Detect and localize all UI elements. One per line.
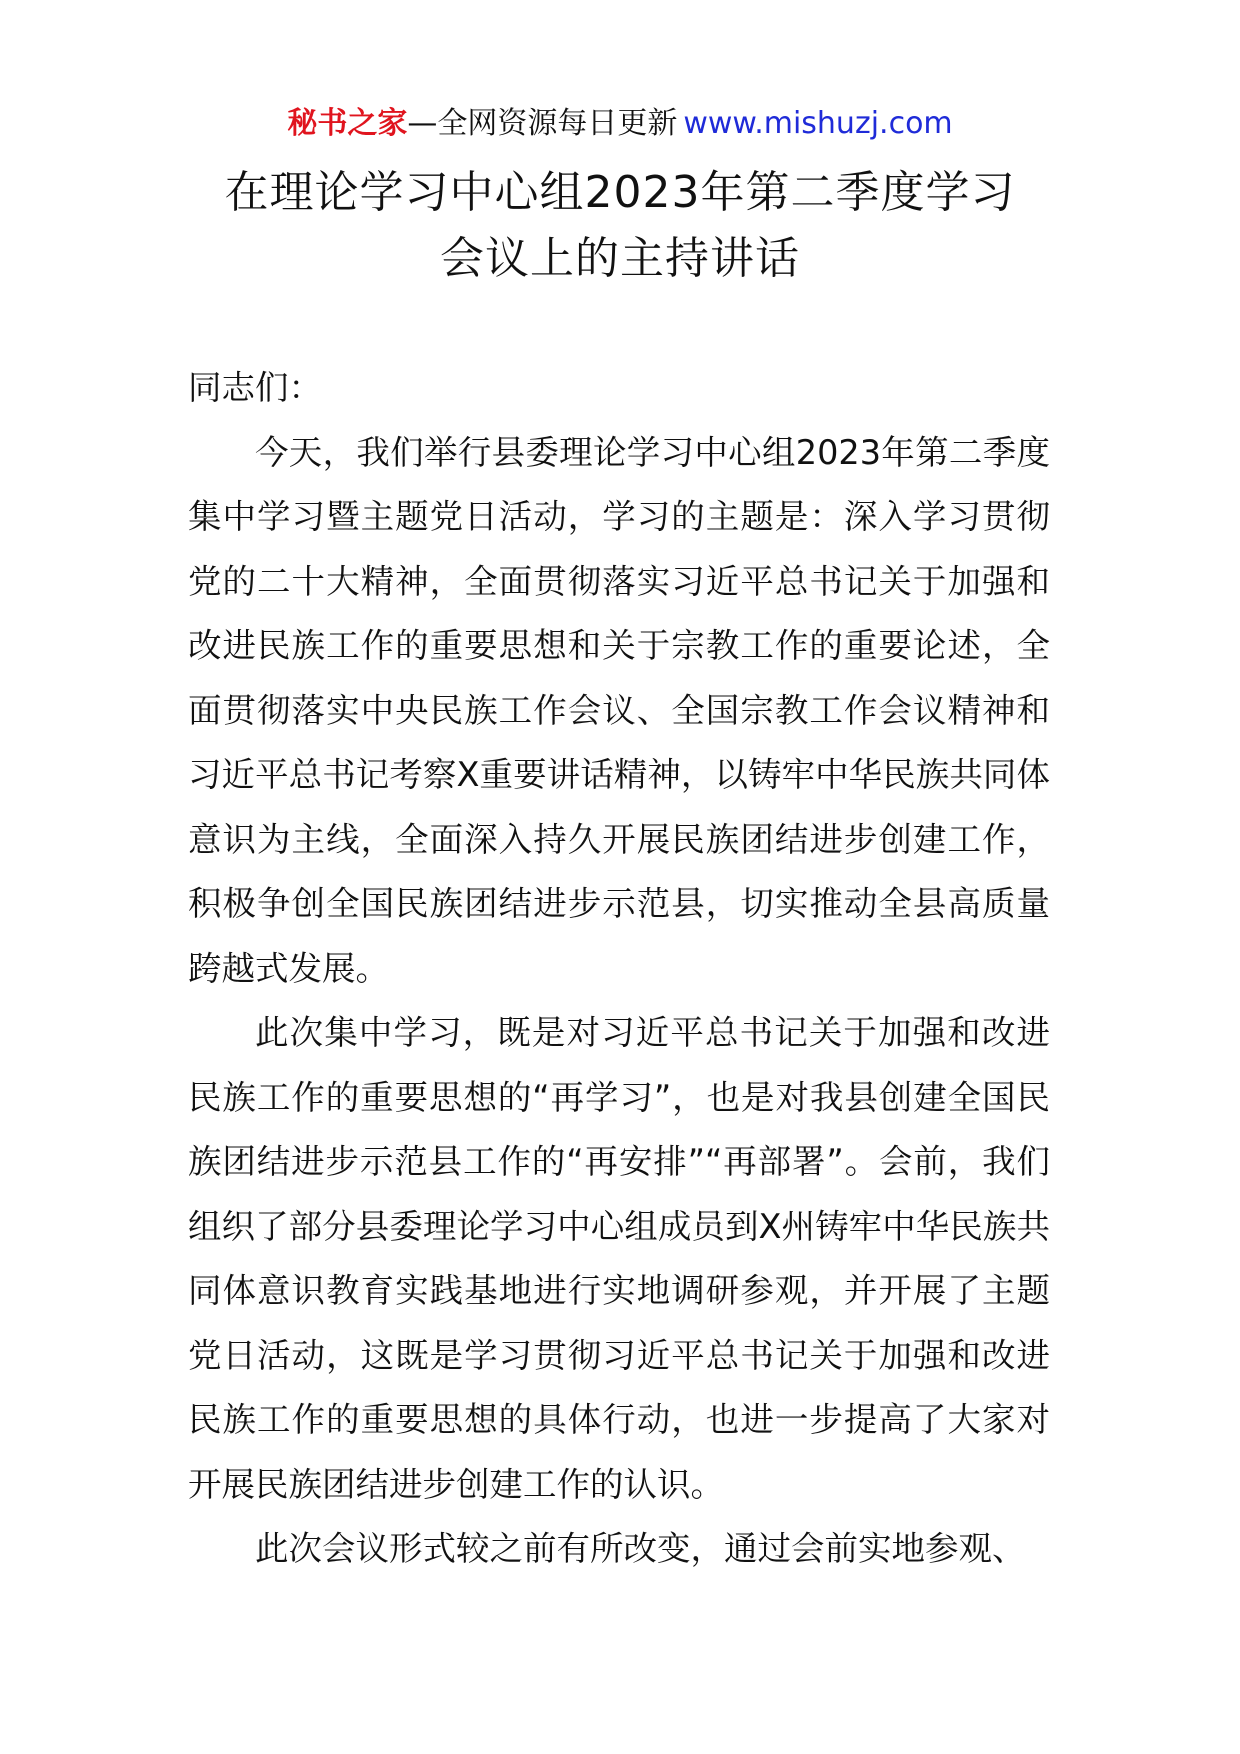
site-header [0,102,1240,146]
title-line-1: 在理论学习中心组2023年第二季度学习 [224,167,1016,218]
greeting: 同志们： [188,368,322,407]
paragraph-3: 此次会议形式较之前有所改变，通过会前实地参观、 [255,1529,1026,1568]
document-body [188,356,1050,1582]
title-line-2: 会议上的主持讲话 [440,233,800,284]
site-url-link[interactable]: www.mishuzj.com [683,106,953,141]
slogan: —全网资源每日更新 [407,106,678,141]
paragraph-2: 此次集中学习，既是对习近平总书记关于加强和改进民族工作的重要思想的“再学习”，也是对我县创建全国民族团结进步示范县工作的“再安排”“再部署”。会前，我们组织了部分县委理论学习中心组成员到X州铸牢中华民族共同体意识教育实践基地进行实地调研参观，并开展了主题党日活动，这既是学习贯彻习近平总书记关于加强和改进民族工作的重要思想的具体行动，也进一步提高了大家对开展民族团结进步创建工作的认识。 [188,1013,1050,1504]
brand-name: 秘书之家 [287,106,408,141]
paragraph-1: 今天，我们举行县委理论学习中心组2023年第二季度集中学习暨主题党日活动，学习的主题是：深入学习贯彻党的二十大精神，全面贯彻落实习近平总书记关于加强和改进民族工作的重要思想和关于宗教工作的重要论述，全面贯彻落实中央民族工作会议、全国宗教工作会议精神和习近平总书记考察X重要讲话精神，以铸牢中华民族共同体意识为主线，全面深入持久开展民族团结进步创建工作，积极争创全国民族团结进步示范县，切实推动全县高质量跨越式发展。 [188,432,1050,988]
document-title [0,160,1240,292]
